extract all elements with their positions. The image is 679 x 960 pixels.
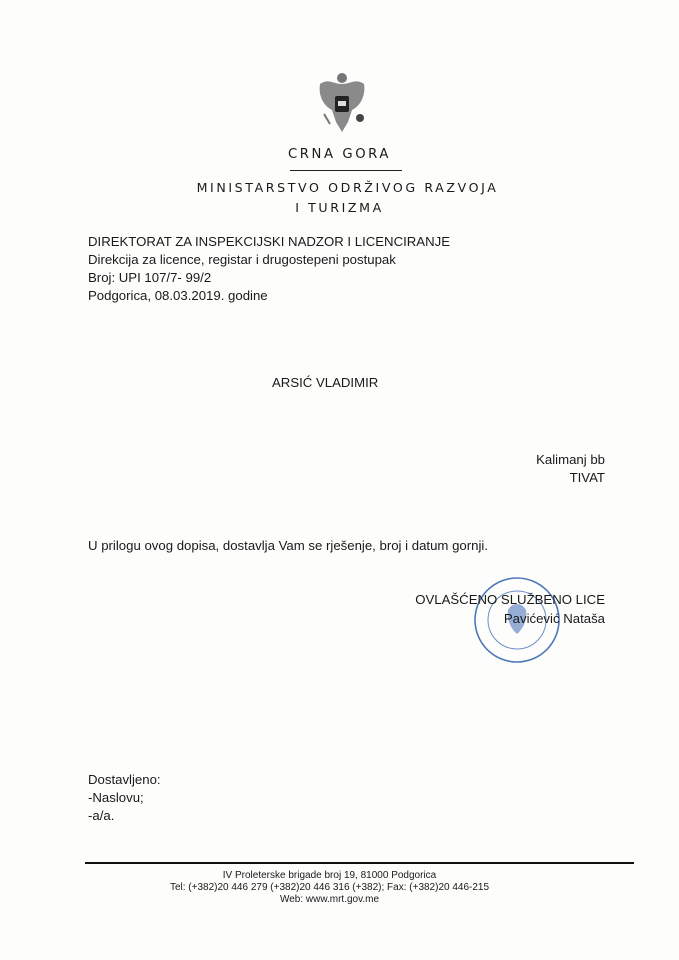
signatory-title: OVLAŠĆENO SLUŽBENO LICE [415, 592, 605, 607]
delivery-label: Dostavljeno: [88, 772, 161, 787]
place-date: Podgorica, 08.03.2019. godine [88, 288, 268, 303]
recipient-city: TIVAT [569, 470, 605, 485]
ministry-name-line2: I TURIZMA [295, 200, 384, 215]
directorate-unit: Direkcija za licence, registar i drugostepeni postupak [88, 252, 396, 267]
footer-divider [85, 862, 634, 864]
document-number: Broj: UPI 107/7- 99/2 [88, 270, 212, 285]
footer-web: Web: www.mrt.gov.me [279, 894, 380, 905]
ministry-name-line1: MINISTARSTVO ODRŽIVOG RAZVOJA [196, 180, 499, 195]
delivery-item: -a/a. [88, 808, 115, 823]
coat-of-arms-icon [316, 70, 368, 142]
body-text: U prilogu ovog dopisa, dostavlja Vam se rješenje, broj i datum gornji. [88, 538, 488, 553]
country-name: CRNA GORA [287, 147, 392, 162]
signatory-name: Pavićević Nataša [503, 611, 605, 626]
recipient-address: Kalimanj bb [536, 452, 605, 467]
recipient-name: ARSIĆ VLADIMIR [272, 375, 379, 390]
directorate: DIREKTORAT ZA INSPEKCIJSKI NADZOR I LICENCIRANJE [88, 234, 450, 249]
header-divider [290, 170, 402, 171]
footer-address: IV Proleterske brigade broj 19, 81000 Podgorica [222, 870, 437, 881]
footer-phone: Tel: (+382)20 446 279 (+382)20 446 316 (+382); Fax: (+382)20 446-215 [169, 882, 490, 893]
delivery-item: -Naslovu; [88, 790, 144, 805]
